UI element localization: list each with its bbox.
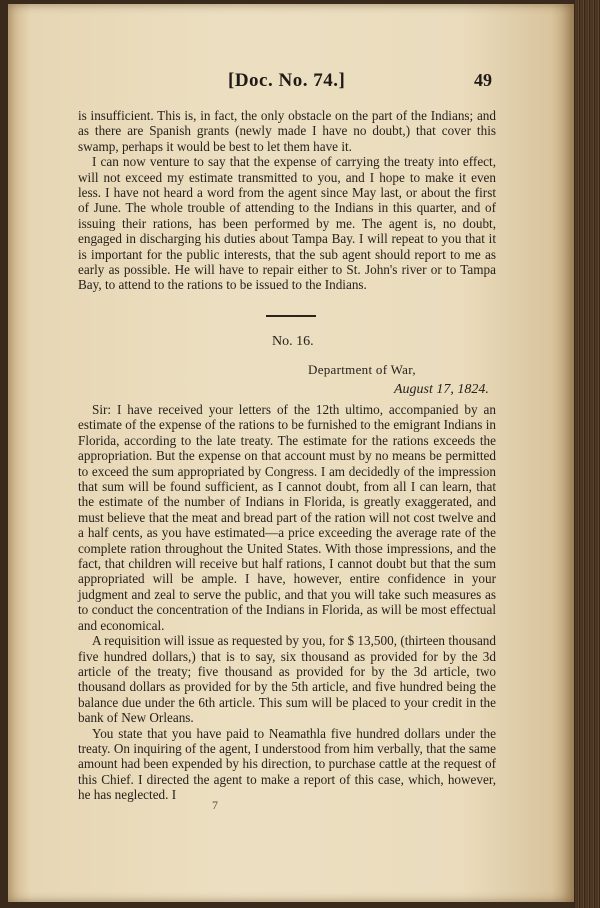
- section-divider: [266, 315, 316, 317]
- document-title: [Doc. No. 74.]: [228, 70, 346, 91]
- paragraph: Sir: I have received your letters of the 12th ultimo, accompanied by an estimate of the expense of the rations to be furnished to the emigrant Indians in Florida, according to the late treaty. The estimate for the rations exceeds the appropriation. But the expense on that account must by no means be permitted to exceed the sum appropriated by Congress. I am decidedly of the impression that sum will be found sufficient, as I cannot doubt, from all I can learn, that the estimate of the number of Indians in Florida, is greatly exaggerated, and must believe that the meat and bread part of the ration will not cost twelve and a half cents, as you have estimated—a price exceeding the average rate of the complete ration throughout the United States. With those impressions, and the fact, that children will receive but half rations, I cannot doubt but that the sum appropriated will be ample. I have, however, entire confidence in your judgment and zeal to serve the public, and that you will take such measures as to conduct the concentration of the Indians in Florida, as will be most effectual and economical.: [78, 402, 496, 633]
- letter-body: [78, 402, 496, 803]
- document-page: [8, 4, 574, 902]
- department-heading: Department of War,: [308, 362, 416, 377]
- paragraph: is insufficient. This is, in fact, the only obstacle on the part of the Indians; and as there are Spanish grants (newly made I have no doubt,) that cover this swamp, perhaps it would be best to let them have it.: [78, 108, 496, 154]
- page-header: [8, 70, 574, 98]
- letter-continued-body: [78, 108, 496, 293]
- paragraph: A requisition will issue as requested by you, for $ 13,500, (thirteen thousand five hundred dollars,) that is to say, six thousand as provided for by the 3d article of the treaty; five thousand as provided for by the 3d article, two thousand dollars as provided for by the 5th article, and five hundred being the balance due under the 6th article. This sum will be placed to your credit in the bank of New Orleans.: [78, 633, 496, 726]
- signature-mark: 7: [212, 798, 218, 812]
- page-number: 49: [474, 70, 492, 90]
- letter-date: August 17, 1824.: [394, 382, 489, 397]
- section-number: No. 16.: [272, 334, 314, 349]
- paragraph: I can now venture to say that the expense of carrying the treaty into effect, will not exceed my estimate transmitted to you, and I hope to make it even less. I have not heard a word from the agent since May last, or about the first of June. The whole trouble of attending to the Indians in this quarter, and of issuing their rations, has been performed by me. The agent is, no doubt, engaged in discharging his duties about Tampa Bay. I will repeat to you that it is important for the public interests, that the sub agent should report to me as early as possible. He will have to repair either to St. John's river or to Tampa Bay, to attend to the rations to be issued to the Indians.: [78, 154, 496, 293]
- paragraph: You state that you have paid to Neamathla five hundred dollars under the treaty. On inquiring of the agent, I understood from him verbally, that the same amount had been expended by his direction, to purchase cattle at the request of this Chief. I directed the agent to make a report of this case, which, however, he has neglected. I: [78, 725, 496, 803]
- book-edge: [574, 0, 600, 908]
